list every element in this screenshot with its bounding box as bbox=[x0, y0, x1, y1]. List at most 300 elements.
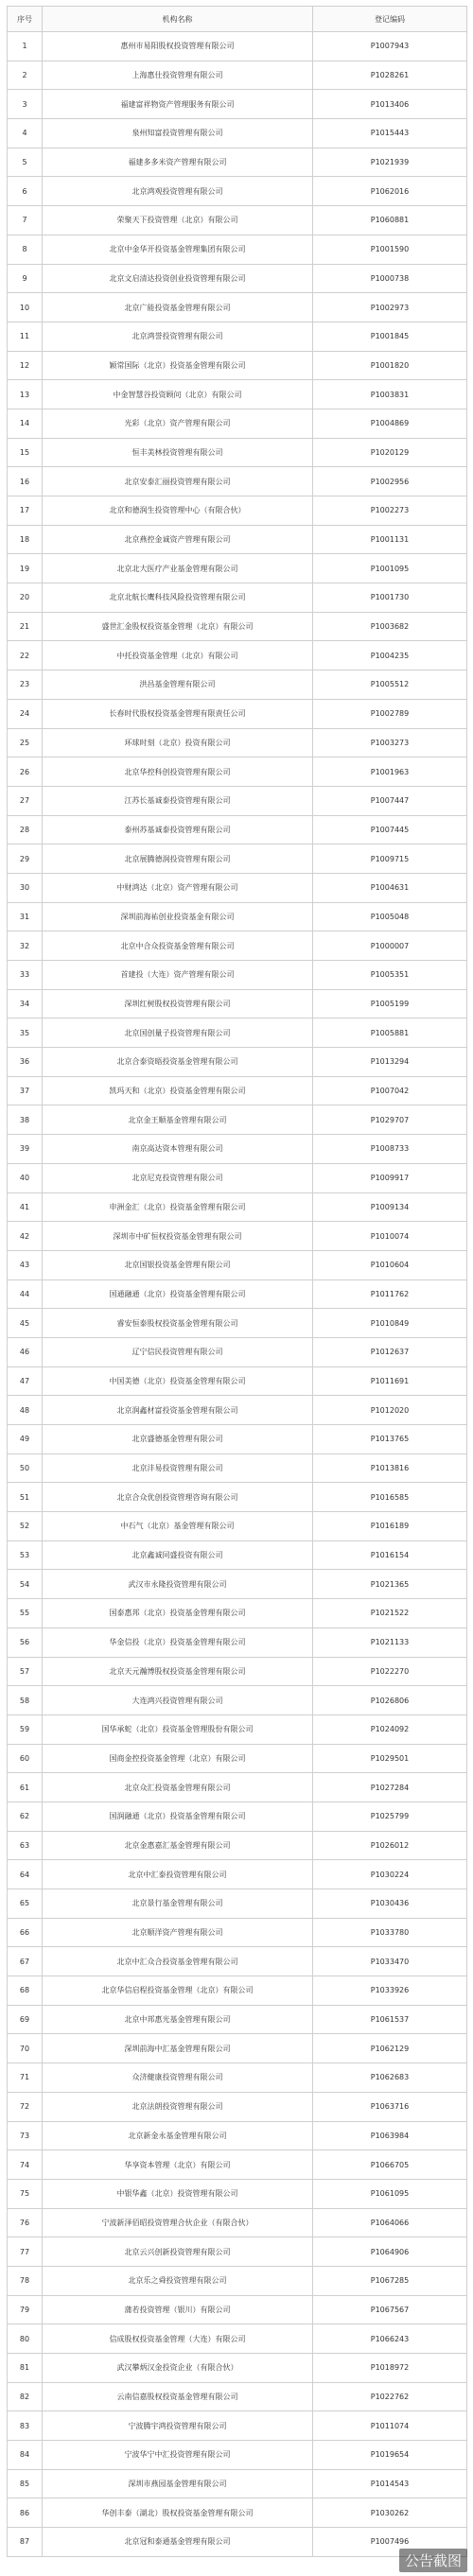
row-index: 55 bbox=[8, 1599, 43, 1628]
table-row bbox=[8, 1831, 467, 1860]
registration-code: P1007496 bbox=[313, 2528, 467, 2557]
row-index: 70 bbox=[8, 2034, 43, 2063]
institution-name: 宁波腾宇鸿投资管理有限公司 bbox=[43, 2411, 313, 2441]
table-row bbox=[8, 32, 467, 61]
row-index: 72 bbox=[8, 2092, 43, 2121]
institution-name: 深圳市中矿恒权投资基金管理有限公司 bbox=[43, 1222, 313, 1251]
institution-name: 云南信嘉股权投资基金管理有限公司 bbox=[43, 2382, 313, 2411]
institution-name: 北京盛德基金管理有限公司 bbox=[43, 1425, 313, 1454]
row-index: 11 bbox=[8, 322, 43, 351]
registration-code: P1030436 bbox=[313, 1889, 467, 1919]
table-row bbox=[8, 2441, 467, 2470]
row-index: 78 bbox=[8, 2266, 43, 2295]
row-index: 13 bbox=[8, 380, 43, 409]
registration-code: P1066705 bbox=[313, 2150, 467, 2180]
registration-code: P1021939 bbox=[313, 148, 467, 177]
table-row bbox=[8, 1627, 467, 1657]
table-row bbox=[8, 1135, 467, 1164]
table-row bbox=[8, 554, 467, 583]
row-index: 29 bbox=[8, 844, 43, 874]
institution-name: 北京展腾德润投资管理有限公司 bbox=[43, 844, 313, 874]
institution-name: 北京合泰资晤投资基金管理有限公司 bbox=[43, 1048, 313, 1077]
row-index: 64 bbox=[8, 1860, 43, 1889]
table-row bbox=[8, 148, 467, 177]
institution-name: 北京中汇众合投资基金管理有限公司 bbox=[43, 1947, 313, 1976]
institution-name: 光彩（北京）资产管理有限公司 bbox=[43, 409, 313, 438]
row-index: 65 bbox=[8, 1889, 43, 1919]
table-row bbox=[8, 206, 467, 235]
table-row bbox=[8, 728, 467, 757]
table-row bbox=[8, 2528, 467, 2557]
table-row bbox=[8, 1570, 467, 1599]
row-index: 45 bbox=[8, 1309, 43, 1338]
institution-name: 荣聚天下投资管理（北京）有限公司 bbox=[43, 206, 313, 235]
institution-name: 华享资本管理（北京）有限公司 bbox=[43, 2150, 313, 2180]
row-index: 53 bbox=[8, 1540, 43, 1570]
row-index: 15 bbox=[8, 438, 43, 467]
row-index: 82 bbox=[8, 2382, 43, 2411]
row-index: 31 bbox=[8, 902, 43, 931]
row-index: 87 bbox=[8, 2528, 43, 2557]
table-row bbox=[8, 902, 467, 931]
institution-name: 北京景行基金管理有限公司 bbox=[43, 1889, 313, 1919]
institution-name: 中国美德（北京）投资基金管理有限公司 bbox=[43, 1366, 313, 1396]
table-row bbox=[8, 1453, 467, 1483]
row-index: 49 bbox=[8, 1425, 43, 1454]
row-index: 39 bbox=[8, 1135, 43, 1164]
table-row bbox=[8, 2266, 467, 2295]
registration-code: P1062129 bbox=[313, 2034, 467, 2063]
table-row bbox=[8, 641, 467, 670]
watermark: 公告截图 bbox=[399, 2549, 467, 2572]
institution-name: 北京中汇泰投资管理有限公司 bbox=[43, 1860, 313, 1889]
row-index: 75 bbox=[8, 2179, 43, 2208]
row-index: 35 bbox=[8, 1018, 43, 1048]
registration-code: P1013294 bbox=[313, 1048, 467, 1077]
row-index: 25 bbox=[8, 728, 43, 757]
table-row bbox=[8, 1309, 467, 1338]
registration-code: P1009917 bbox=[313, 1163, 467, 1192]
row-index: 43 bbox=[8, 1250, 43, 1279]
row-index: 33 bbox=[8, 961, 43, 990]
registration-code: P1021133 bbox=[313, 1627, 467, 1657]
row-index: 54 bbox=[8, 1570, 43, 1599]
institution-name: 首建投（大连）资产管理有限公司 bbox=[43, 961, 313, 990]
row-index: 19 bbox=[8, 554, 43, 583]
institution-name: 北京沣易投资管理有限公司 bbox=[43, 1453, 313, 1483]
table-row bbox=[8, 2179, 467, 2208]
table-body bbox=[8, 32, 467, 2557]
table-row bbox=[8, 2092, 467, 2121]
institution-name: 江苏长基诚泰投资管理有限公司 bbox=[43, 786, 313, 815]
row-index: 3 bbox=[8, 90, 43, 119]
table-row bbox=[8, 1192, 467, 1222]
registration-code: P1026806 bbox=[313, 1686, 467, 1715]
row-index: 84 bbox=[8, 2441, 43, 2470]
institution-name: 北京天元瀚博股权投资基金管理有限公司 bbox=[43, 1657, 313, 1686]
registration-code: P1061095 bbox=[313, 2179, 467, 2208]
table-row bbox=[8, 1657, 467, 1686]
table-row bbox=[8, 2121, 467, 2150]
row-index: 76 bbox=[8, 2208, 43, 2237]
institution-name: 国泰惠邦（北京）投资基金管理有限公司 bbox=[43, 1599, 313, 1628]
registration-code: P1002956 bbox=[313, 467, 467, 496]
table-row bbox=[8, 1018, 467, 1048]
institution-name: 北京润鑫材富投资基金管理有限公司 bbox=[43, 1396, 313, 1425]
institution-name: 申洲金汇（北京）投资基金管理有限公司 bbox=[43, 1192, 313, 1222]
institution-name: 宁波新泽佰昭投资管理合伙企业（有限合伙） bbox=[43, 2208, 313, 2237]
registration-code: P1002273 bbox=[313, 496, 467, 526]
row-index: 21 bbox=[8, 612, 43, 641]
registration-code: P1000007 bbox=[313, 931, 467, 961]
institution-name: 大连鸿兴投资管理有限公司 bbox=[43, 1686, 313, 1715]
institution-name: 北京北航长鹰科技风险投资管理有限公司 bbox=[43, 583, 313, 613]
registration-code: P1004631 bbox=[313, 873, 467, 902]
table-row bbox=[8, 61, 467, 90]
row-index: 5 bbox=[8, 148, 43, 177]
registration-code: P1024092 bbox=[313, 1714, 467, 1744]
row-index: 12 bbox=[8, 351, 43, 380]
institution-name: 福建富祥物资产管理服务有限公司 bbox=[43, 90, 313, 119]
institution-name: 武汉市永隆投资管理有限公司 bbox=[43, 1570, 313, 1599]
table-row bbox=[8, 1483, 467, 1512]
registration-code: P1011074 bbox=[313, 2411, 467, 2441]
table-row bbox=[8, 1396, 467, 1425]
table-row bbox=[8, 1076, 467, 1105]
row-index: 48 bbox=[8, 1396, 43, 1425]
table-row bbox=[8, 612, 467, 641]
registration-code: P1066243 bbox=[313, 2324, 467, 2354]
header-institution-name: 机构名称 bbox=[43, 7, 313, 32]
row-index: 23 bbox=[8, 670, 43, 700]
registration-code: P1012020 bbox=[313, 1396, 467, 1425]
registration-code: P1067285 bbox=[313, 2266, 467, 2295]
table-row bbox=[8, 1048, 467, 1077]
institution-name: 宁波华宁中汇投资管理有限公司 bbox=[43, 2441, 313, 2470]
table-row bbox=[8, 177, 467, 206]
registration-code: P1021522 bbox=[313, 1599, 467, 1628]
table-row bbox=[8, 931, 467, 961]
institution-name: 北京合众优创投资管理咨询有限公司 bbox=[43, 1483, 313, 1512]
table-row bbox=[8, 1279, 467, 1309]
row-index: 37 bbox=[8, 1076, 43, 1105]
row-index: 6 bbox=[8, 177, 43, 206]
registration-code: P1019654 bbox=[313, 2441, 467, 2470]
registration-code: P1033470 bbox=[313, 1947, 467, 1976]
row-index: 36 bbox=[8, 1048, 43, 1077]
table-row bbox=[8, 1337, 467, 1366]
institution-name: 蒲若投资管理（银川）有限公司 bbox=[43, 2295, 313, 2324]
row-index: 67 bbox=[8, 1947, 43, 1976]
registration-code: P1007447 bbox=[313, 786, 467, 815]
table-row bbox=[8, 699, 467, 728]
registration-code: P1016154 bbox=[313, 1540, 467, 1570]
institution-name: 国华承蛇（北京）投资基金管理股份有限公司 bbox=[43, 1714, 313, 1744]
row-index: 81 bbox=[8, 2354, 43, 2383]
row-index: 66 bbox=[8, 1918, 43, 1947]
table-row bbox=[8, 2150, 467, 2180]
registration-code: P1001095 bbox=[313, 554, 467, 583]
table-row bbox=[8, 409, 467, 438]
table-row bbox=[8, 786, 467, 815]
table-row bbox=[8, 1889, 467, 1919]
institution-name: 北京顺洋资产管理有限公司 bbox=[43, 1918, 313, 1947]
registration-code: P1008733 bbox=[313, 1135, 467, 1164]
table-row bbox=[8, 2237, 467, 2267]
institution-name: 环球时刻（北京）投资有限公司 bbox=[43, 728, 313, 757]
institution-name: 国通融通（北京）投资基金管理有限公司 bbox=[43, 1279, 313, 1309]
header-registration-code: 登记编码 bbox=[313, 7, 467, 32]
table-row bbox=[8, 1801, 467, 1831]
row-index: 38 bbox=[8, 1105, 43, 1135]
institution-name: 北京华信启程投资基金管理（北京）有限公司 bbox=[43, 1976, 313, 2006]
table-row bbox=[8, 2354, 467, 2383]
institution-name: 北京冠和泰通基金管理有限公司 bbox=[43, 2528, 313, 2557]
table-row bbox=[8, 496, 467, 526]
registration-code: P1001131 bbox=[313, 525, 467, 554]
row-index: 85 bbox=[8, 2469, 43, 2498]
table-row bbox=[8, 293, 467, 322]
table-row bbox=[8, 467, 467, 496]
table-row bbox=[8, 1714, 467, 1744]
registration-code: P1030224 bbox=[313, 1860, 467, 1889]
registration-code: P1004869 bbox=[313, 409, 467, 438]
registry-table bbox=[7, 6, 467, 2557]
table-row bbox=[8, 1250, 467, 1279]
registration-code: P1007042 bbox=[313, 1076, 467, 1105]
institution-name: 北京国银投资基金管理有限公司 bbox=[43, 1250, 313, 1279]
header-row bbox=[8, 7, 467, 32]
table-header bbox=[8, 7, 467, 32]
table-row bbox=[8, 989, 467, 1018]
table-row bbox=[8, 1512, 467, 1541]
row-index: 51 bbox=[8, 1483, 43, 1512]
row-index: 62 bbox=[8, 1801, 43, 1831]
row-index: 60 bbox=[8, 1744, 43, 1773]
table-row bbox=[8, 670, 467, 700]
table-row bbox=[8, 1860, 467, 1889]
table-row bbox=[8, 351, 467, 380]
table-row bbox=[8, 815, 467, 844]
registration-code: P1005351 bbox=[313, 961, 467, 990]
institution-name: 辽宁信民投资管理有限公司 bbox=[43, 1337, 313, 1366]
table-row bbox=[8, 1918, 467, 1947]
institution-name: 深圳红树股权投资管理有限公司 bbox=[43, 989, 313, 1018]
table-row bbox=[8, 438, 467, 467]
row-index: 58 bbox=[8, 1686, 43, 1715]
table-row bbox=[8, 525, 467, 554]
row-index: 80 bbox=[8, 2324, 43, 2354]
registration-code: P1005048 bbox=[313, 902, 467, 931]
row-index: 28 bbox=[8, 815, 43, 844]
registration-code: P1009134 bbox=[313, 1192, 467, 1222]
row-index: 52 bbox=[8, 1512, 43, 1541]
institution-name: 国润融通（北京）投资基金管理有限公司 bbox=[43, 1801, 313, 1831]
registration-code: P1001963 bbox=[313, 757, 467, 787]
table-row bbox=[8, 1222, 467, 1251]
institution-name: 深圳前海中汇基金管理有限公司 bbox=[43, 2034, 313, 2063]
institution-name: 恒丰美林投资管理有限公司 bbox=[43, 438, 313, 467]
table-row bbox=[8, 2324, 467, 2354]
row-index: 32 bbox=[8, 931, 43, 961]
institution-name: 中银华鑫（北京）投资管理有限公司 bbox=[43, 2179, 313, 2208]
row-index: 57 bbox=[8, 1657, 43, 1686]
registration-code: P1009715 bbox=[313, 844, 467, 874]
table-row bbox=[8, 2411, 467, 2441]
row-index: 46 bbox=[8, 1337, 43, 1366]
row-index: 77 bbox=[8, 2237, 43, 2267]
registration-code: P1020129 bbox=[313, 438, 467, 467]
institution-name: 北京鸿观投资管理有限公司 bbox=[43, 177, 313, 206]
table-row bbox=[8, 235, 467, 264]
institution-name: 北京众汇投资基金管理有限公司 bbox=[43, 1773, 313, 1802]
row-index: 14 bbox=[8, 409, 43, 438]
institution-name: 国商金控投资基金管理（北京）有限公司 bbox=[43, 1744, 313, 1773]
institution-name: 北京北大医疗产业基金管理有限公司 bbox=[43, 554, 313, 583]
registration-code: P1001730 bbox=[313, 583, 467, 613]
row-index: 68 bbox=[8, 1976, 43, 2006]
registration-code: P1030262 bbox=[313, 2498, 467, 2528]
table-row bbox=[8, 2295, 467, 2324]
institution-name: 睿安恒泰股权投资基金管理有限公司 bbox=[43, 1309, 313, 1338]
row-index: 27 bbox=[8, 786, 43, 815]
institution-name: 北京国创量子投资管理有限公司 bbox=[43, 1018, 313, 1048]
table-row bbox=[8, 2034, 467, 2063]
registration-code: P1029707 bbox=[313, 1105, 467, 1135]
table-row bbox=[8, 873, 467, 902]
row-index: 10 bbox=[8, 293, 43, 322]
table-row bbox=[8, 2382, 467, 2411]
table-row bbox=[8, 2063, 467, 2093]
institution-name: 华创丰泰（湖北）股权投资基金管理有限公司 bbox=[43, 2498, 313, 2528]
institution-name: 盛世汇金股权投资基金管理（北京）有限公司 bbox=[43, 612, 313, 641]
row-index: 41 bbox=[8, 1192, 43, 1222]
row-index: 17 bbox=[8, 496, 43, 526]
institution-name: 北京乐之舜投资管理有限公司 bbox=[43, 2266, 313, 2295]
registration-code: P1033926 bbox=[313, 1976, 467, 2006]
table-row bbox=[8, 119, 467, 148]
registration-code: P1025799 bbox=[313, 1801, 467, 1831]
registration-code: P1000738 bbox=[313, 264, 467, 293]
institution-name: 北京中合众投资基金管理有限公司 bbox=[43, 931, 313, 961]
registration-code: P1001845 bbox=[313, 322, 467, 351]
registration-code: P1004235 bbox=[313, 641, 467, 670]
institution-name: 凯玛天和（北京）投资基金管理有限公司 bbox=[43, 1076, 313, 1105]
institution-name: 北京云兴创新投资管理有限公司 bbox=[43, 2237, 313, 2267]
row-index: 22 bbox=[8, 641, 43, 670]
registration-code: P1013765 bbox=[313, 1425, 467, 1454]
table-row bbox=[8, 1773, 467, 1802]
table-row bbox=[8, 1105, 467, 1135]
institution-name: 南京高达资本管理有限公司 bbox=[43, 1135, 313, 1164]
institution-name: 北京新金永基金管理有限公司 bbox=[43, 2121, 313, 2150]
registration-code: P1021365 bbox=[313, 1570, 467, 1599]
registration-code: P1014543 bbox=[313, 2469, 467, 2498]
registration-code: P1001590 bbox=[313, 235, 467, 264]
table-row bbox=[8, 1366, 467, 1396]
registration-code: P1013816 bbox=[313, 1453, 467, 1483]
institution-name: 北京金惠嘉汇基金管理有限公司 bbox=[43, 1831, 313, 1860]
row-index: 79 bbox=[8, 2295, 43, 2324]
registration-code: P1005199 bbox=[313, 989, 467, 1018]
row-index: 42 bbox=[8, 1222, 43, 1251]
institution-name: 北京尼克投资管理有限公司 bbox=[43, 1163, 313, 1192]
registration-code: P1007445 bbox=[313, 815, 467, 844]
registration-code: P1033780 bbox=[313, 1918, 467, 1947]
registration-code: P1003682 bbox=[313, 612, 467, 641]
table-row bbox=[8, 757, 467, 787]
institution-name: 上海惠仕投资管理有限公司 bbox=[43, 61, 313, 90]
table-row bbox=[8, 2005, 467, 2034]
institution-name: 深圳前海祐创业投资基金有限公司 bbox=[43, 902, 313, 931]
row-index: 16 bbox=[8, 467, 43, 496]
row-index: 69 bbox=[8, 2005, 43, 2034]
row-index: 2 bbox=[8, 61, 43, 90]
institution-name: 众济健康投资管理有限公司 bbox=[43, 2063, 313, 2093]
row-index: 73 bbox=[8, 2121, 43, 2150]
row-index: 24 bbox=[8, 699, 43, 728]
row-index: 4 bbox=[8, 119, 43, 148]
table-row bbox=[8, 1976, 467, 2006]
row-index: 34 bbox=[8, 989, 43, 1018]
registration-code: P1005881 bbox=[313, 1018, 467, 1048]
registration-code: P1011762 bbox=[313, 1279, 467, 1309]
row-index: 26 bbox=[8, 757, 43, 787]
registration-code: P1063984 bbox=[313, 2121, 467, 2150]
institution-name: 武汉攀炳汉金投资企业（有限合伙） bbox=[43, 2354, 313, 2383]
table-row bbox=[8, 1540, 467, 1570]
row-index: 7 bbox=[8, 206, 43, 235]
row-index: 47 bbox=[8, 1366, 43, 1396]
registration-code: P1007943 bbox=[313, 32, 467, 61]
registration-code: P1064066 bbox=[313, 2208, 467, 2237]
table-row bbox=[8, 1744, 467, 1773]
registration-code: P1015443 bbox=[313, 119, 467, 148]
registration-code: P1003273 bbox=[313, 728, 467, 757]
registration-code: P1002973 bbox=[313, 293, 467, 322]
row-index: 63 bbox=[8, 1831, 43, 1860]
institution-name: 泉州知富投资管理有限公司 bbox=[43, 119, 313, 148]
registration-code: P1018972 bbox=[313, 2354, 467, 2383]
table-row bbox=[8, 2498, 467, 2528]
row-index: 86 bbox=[8, 2498, 43, 2528]
institution-name: 北京法朗投资管理有限公司 bbox=[43, 2092, 313, 2121]
institution-name: 洪昌基金管理有限公司 bbox=[43, 670, 313, 700]
table-row bbox=[8, 322, 467, 351]
registration-code: P1002789 bbox=[313, 699, 467, 728]
registration-code: P1027284 bbox=[313, 1773, 467, 1802]
table-row bbox=[8, 264, 467, 293]
row-index: 59 bbox=[8, 1714, 43, 1744]
institution-name: 北京华控科创投资管理有限公司 bbox=[43, 757, 313, 787]
table-row bbox=[8, 1686, 467, 1715]
row-index: 1 bbox=[8, 32, 43, 61]
registration-code: P1003831 bbox=[313, 380, 467, 409]
registration-code: P1062683 bbox=[313, 2063, 467, 2093]
institution-name: 长春时代股权投资基金管理有限责任公司 bbox=[43, 699, 313, 728]
table-row bbox=[8, 583, 467, 613]
row-index: 83 bbox=[8, 2411, 43, 2441]
table-row bbox=[8, 90, 467, 119]
institution-name: 深圳市燕园基金管理有限公司 bbox=[43, 2469, 313, 2498]
registration-code: P1016585 bbox=[313, 1483, 467, 1512]
institution-name: 华金信投（北京）投资基金管理有限公司 bbox=[43, 1627, 313, 1657]
registration-code: P1022270 bbox=[313, 1657, 467, 1686]
registration-code: P1022762 bbox=[313, 2382, 467, 2411]
institution-name: 北京中金华开投资基金管理集团有限公司 bbox=[43, 235, 313, 264]
table-row bbox=[8, 380, 467, 409]
table-row bbox=[8, 1947, 467, 1976]
